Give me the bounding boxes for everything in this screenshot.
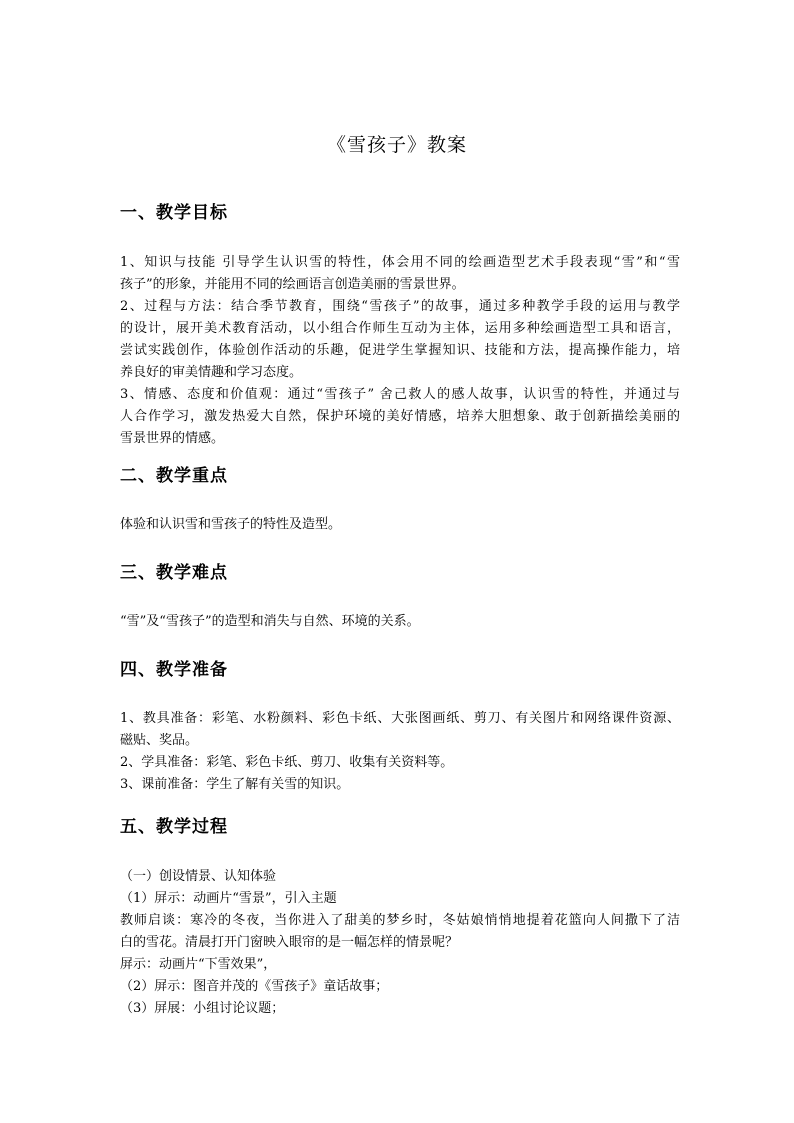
section-heading-difficulties: 三、教学难点 — [120, 563, 228, 583]
text-line: 体验和认识雪和雪孩子的特性及造型。 — [120, 517, 342, 532]
text-line: 1、教具准备：彩笔、水粉颜料、彩色卡纸、大张图画纸、剪刀、有关图片和网络课件资源、 — [120, 711, 680, 726]
section-body-process — [120, 866, 680, 1020]
text-line: 屏示：动画片“下雪效果”， — [120, 957, 277, 972]
text-line: 尝试实践创作，体验创作活动的乐趣，促进学生掌握知识、技能和方法，提高操作能力，培 — [120, 343, 680, 358]
section-body-preparation — [120, 708, 680, 796]
text-line: （3）屏展：小组讨论议题； — [120, 1001, 285, 1016]
section-body-key-points — [120, 514, 680, 536]
section-heading-process: 五、教学过程 — [120, 817, 228, 837]
text-line: （1）屏示：动画片“雪景”，引入主题 — [120, 891, 337, 906]
section-heading-preparation: 四、教学准备 — [120, 660, 228, 680]
text-line: 1、知识与技能 引导学生认识雪的特性，体会用不同的绘画造型艺术手段表现“雪”和“雪 — [120, 255, 680, 270]
text-line: 2、过程与方法：结合季节教育，围绕“雪孩子”的故事，通过多种教学手段的运用与教学 — [120, 299, 680, 314]
text-line: 3、课前准备：学生了解有关雪的知识。 — [120, 777, 350, 792]
text-line: 2、学具准备：彩笔、彩色卡纸、剪刀、收集有关资料等。 — [120, 755, 454, 770]
text-line: 孩子”的形象，并能用不同的绘画语言创造美丽的雪景世界。 — [120, 277, 465, 292]
text-line: （一）创设情景、认知体验 — [120, 869, 277, 884]
section-body-objectives — [120, 252, 680, 450]
text-line: （2）屏示：图音并茂的《雪孩子》童话故事； — [120, 979, 389, 994]
text-line: 的设计，展开美术教育活动，以小组合作师生互动为主体，运用多种绘画造型工具和语言， — [120, 321, 680, 336]
text-line: 白的雪花。清晨打开门窗映入眼帘的是一幅怎样的情景呢？ — [120, 935, 459, 950]
text-line: 磁贴、奖品。 — [120, 733, 199, 748]
document-title: 《雪孩子》教案 — [326, 134, 467, 156]
section-heading-key-points: 二、教学重点 — [120, 466, 228, 486]
text-line: 雪景世界的情感。 — [120, 431, 225, 446]
section-body-difficulties — [120, 611, 680, 633]
text-line: 人合作学习，激发热爱大自然，保护环境的美好情感，培养大胆想象、敢于创新描绘美丽的 — [120, 409, 680, 424]
text-line: 教师启谈：寒冷的冬夜，当你进入了甜美的梦乡时，冬姑娘悄悄地提着花篮向人间撒下了洁 — [120, 913, 680, 928]
text-line: 3、情感、态度和价值观：通过“雪孩子” 舍己救人的感人故事，认识雪的特性，并通过与 — [120, 387, 680, 402]
text-line: “雪”及“雪孩子”的造型和消失与自然、环境的关系。 — [120, 614, 420, 629]
text-line: 养良好的审美情趣和学习态度。 — [120, 365, 303, 380]
section-heading-objectives: 一、教学目标 — [120, 203, 228, 223]
